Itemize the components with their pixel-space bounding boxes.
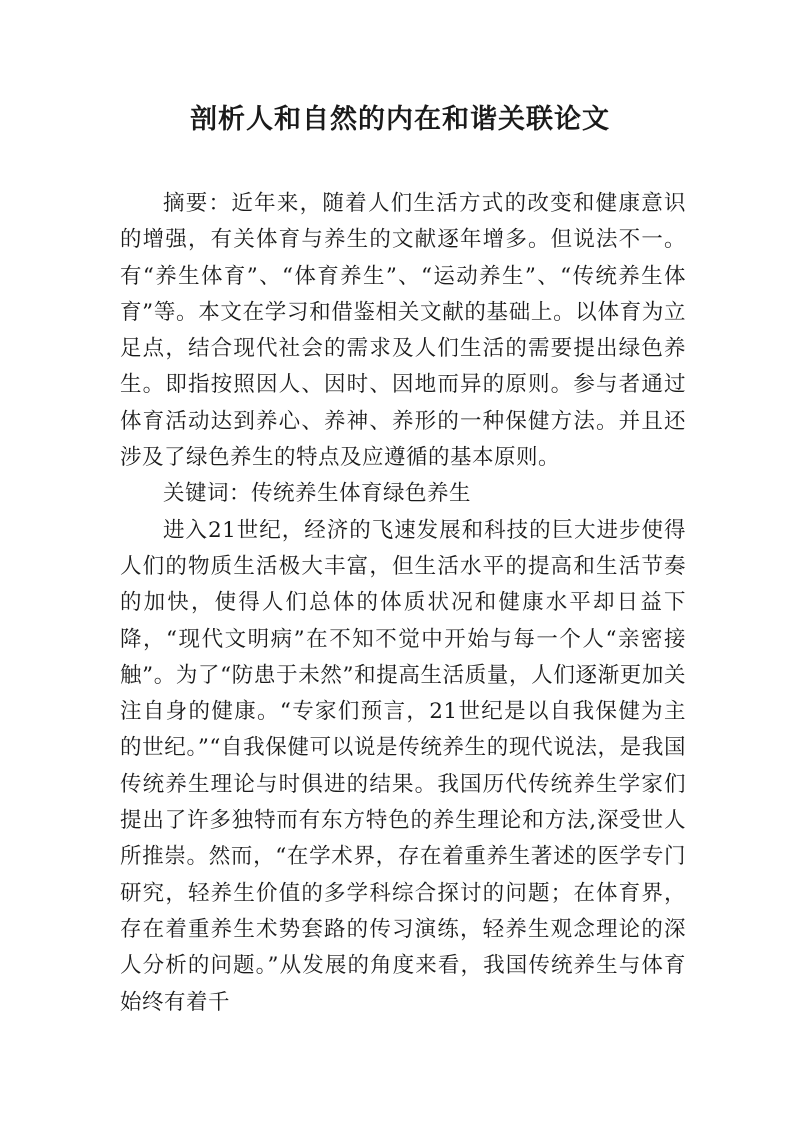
keywords-paragraph: 关键词：传统养生体育绿色养生 bbox=[163, 481, 472, 507]
body-paragraph: 进入21世纪，经济的飞速发展和科技的巨大进步使得人们的物质生活极大丰富，但生活水平的提高和生活节奏的加快，使得人们总体的体质状况和健康水平却日益下降，“现代文明病”在不知不觉中开始与每一个人“亲密接触”。为了“防患于未然”和提高生活质量，人们逐渐更加关注自身的健康。“专家们预言，21世纪是以自我保健为主的世纪。”“自我保健可以说是传统养生的现代说法，是我国传统养生理论与时俱进的结果。我国历代传统养生学家们提出了许多独特而有东方特色的养生理论和方法,深受世人所推崇。然而，“在学术界，存在着重养生著述的医学专门研究，轻养生价值的多学科综合探讨的问题；在体育界，存在着重养生术势套路的传习演练，轻养生观念理论的深人分析的问题。”从发展的角度来看，我国传统养生与体育始终有着千 bbox=[120, 517, 686, 1015]
abstract-paragraph: 摘要：近年来，随着人们生活方式的改变和健康意识的增强，有关体育与养生的文献逐年增多。但说法不一。有“养生体育”、“体育养生”、“运动养生”、“传统养生体育”等。本文在学习和借鉴相关文献的基础上。以体育为立足点，结合现代社会的需求及人们生活的需要提出绿色养生。即指按照因人、因时、因地而异的原则。参与者通过体育活动达到养心、养神、养形的一种保健方法。并且还涉及了绿色养生的特点及应遵循的基本原则。 bbox=[120, 191, 686, 471]
document-title: 剖析人和自然的内在和谐关联论文 bbox=[190, 104, 610, 135]
document-body bbox=[120, 186, 686, 1021]
